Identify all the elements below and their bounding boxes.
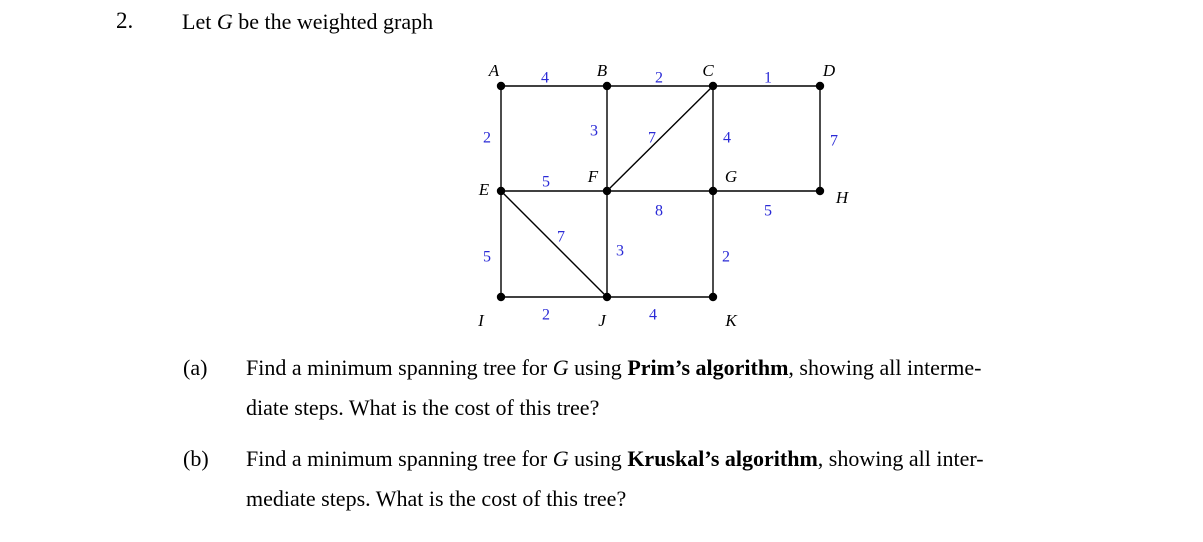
edge-weight-f-g: 8 — [655, 202, 663, 220]
vertex-c — [709, 82, 717, 90]
edge-weight-b-c: 2 — [655, 69, 663, 87]
part-b-text — [246, 439, 1126, 519]
vertex-g — [709, 187, 717, 195]
graph-weights — [483, 70, 838, 324]
vertex-d — [816, 82, 824, 90]
vertex-k — [709, 293, 717, 301]
question-number: 2. — [116, 8, 134, 33]
edge-weight-a-b: 4 — [541, 69, 549, 87]
vertex-h — [816, 187, 824, 195]
vertex-label-g: G — [724, 166, 738, 186]
edge-weight-c-g: 4 — [723, 129, 731, 147]
part-b — [0, 439, 1203, 519]
vertex-a — [497, 82, 505, 90]
graph-vertex-labels — [477, 61, 850, 330]
part-b-after: , showing all inter- — [817, 446, 984, 471]
edge-weight-f-j: 3 — [616, 242, 624, 260]
vertex-e — [497, 187, 505, 195]
part-b-before: Find a minimum spanning tree for — [246, 446, 553, 471]
vertex-j — [603, 293, 611, 301]
edge-weight-d-h: 7 — [830, 132, 838, 150]
vertex-label-d: D — [822, 60, 836, 80]
edge-weight-e-f: 5 — [542, 173, 550, 191]
edge-weight-e-j: 7 — [557, 228, 565, 246]
vertex-label-c: C — [702, 60, 714, 80]
part-a-algorithm: Prim’s algorithm — [627, 355, 789, 380]
edge-weight-b-f: 3 — [590, 122, 598, 140]
vertex-b — [603, 82, 611, 90]
part-a — [0, 348, 1203, 428]
intro-prefix: Let — [182, 9, 217, 34]
edge-weight-c-f: 7 — [648, 129, 656, 147]
edge-c-f — [607, 86, 713, 191]
vertex-label-e: E — [478, 179, 490, 199]
vertex-f — [603, 187, 611, 195]
part-a-variable: G — [552, 355, 569, 380]
vertex-label-j: J — [598, 310, 606, 330]
edge-weight-e-i: 5 — [483, 248, 491, 266]
intro-suffix: be the weighted graph — [232, 9, 434, 34]
part-a-line2: diate steps. What is the cost of this tree? — [246, 395, 600, 420]
part-a-middle: using — [568, 355, 628, 380]
edge-weight-c-d: 1 — [764, 69, 772, 87]
part-a-text — [246, 348, 1126, 428]
part-b-label: (b) — [183, 446, 209, 471]
part-a-after: , showing all interme- — [788, 355, 982, 380]
edge-weight-g-k: 2 — [722, 248, 730, 266]
edge-weight-a-e: 2 — [483, 129, 491, 147]
vertex-i — [497, 293, 505, 301]
part-a-label: (a) — [183, 355, 208, 380]
vertex-label-h: H — [835, 187, 849, 207]
vertex-label-f: F — [587, 166, 599, 186]
part-a-before: Find a minimum spanning tree for — [246, 355, 553, 380]
edge-weight-g-h: 5 — [764, 202, 772, 220]
vertex-label-i: I — [478, 310, 484, 330]
edge-weight-j-k: 4 — [649, 306, 657, 324]
part-b-algorithm: Kruskal’s algorithm — [627, 446, 818, 471]
vertex-label-k: K — [725, 310, 737, 330]
edge-e-j — [501, 191, 607, 297]
vertex-label-a: A — [488, 60, 500, 80]
part-b-line2: mediate steps. What is the cost of this tree? — [246, 486, 627, 511]
graph-edges — [501, 86, 820, 297]
part-b-middle: using — [568, 446, 628, 471]
edge-weight-i-j: 2 — [542, 306, 550, 324]
part-b-variable: G — [552, 446, 569, 471]
vertex-label-b: B — [596, 60, 608, 80]
intro-variable: G — [216, 9, 233, 34]
